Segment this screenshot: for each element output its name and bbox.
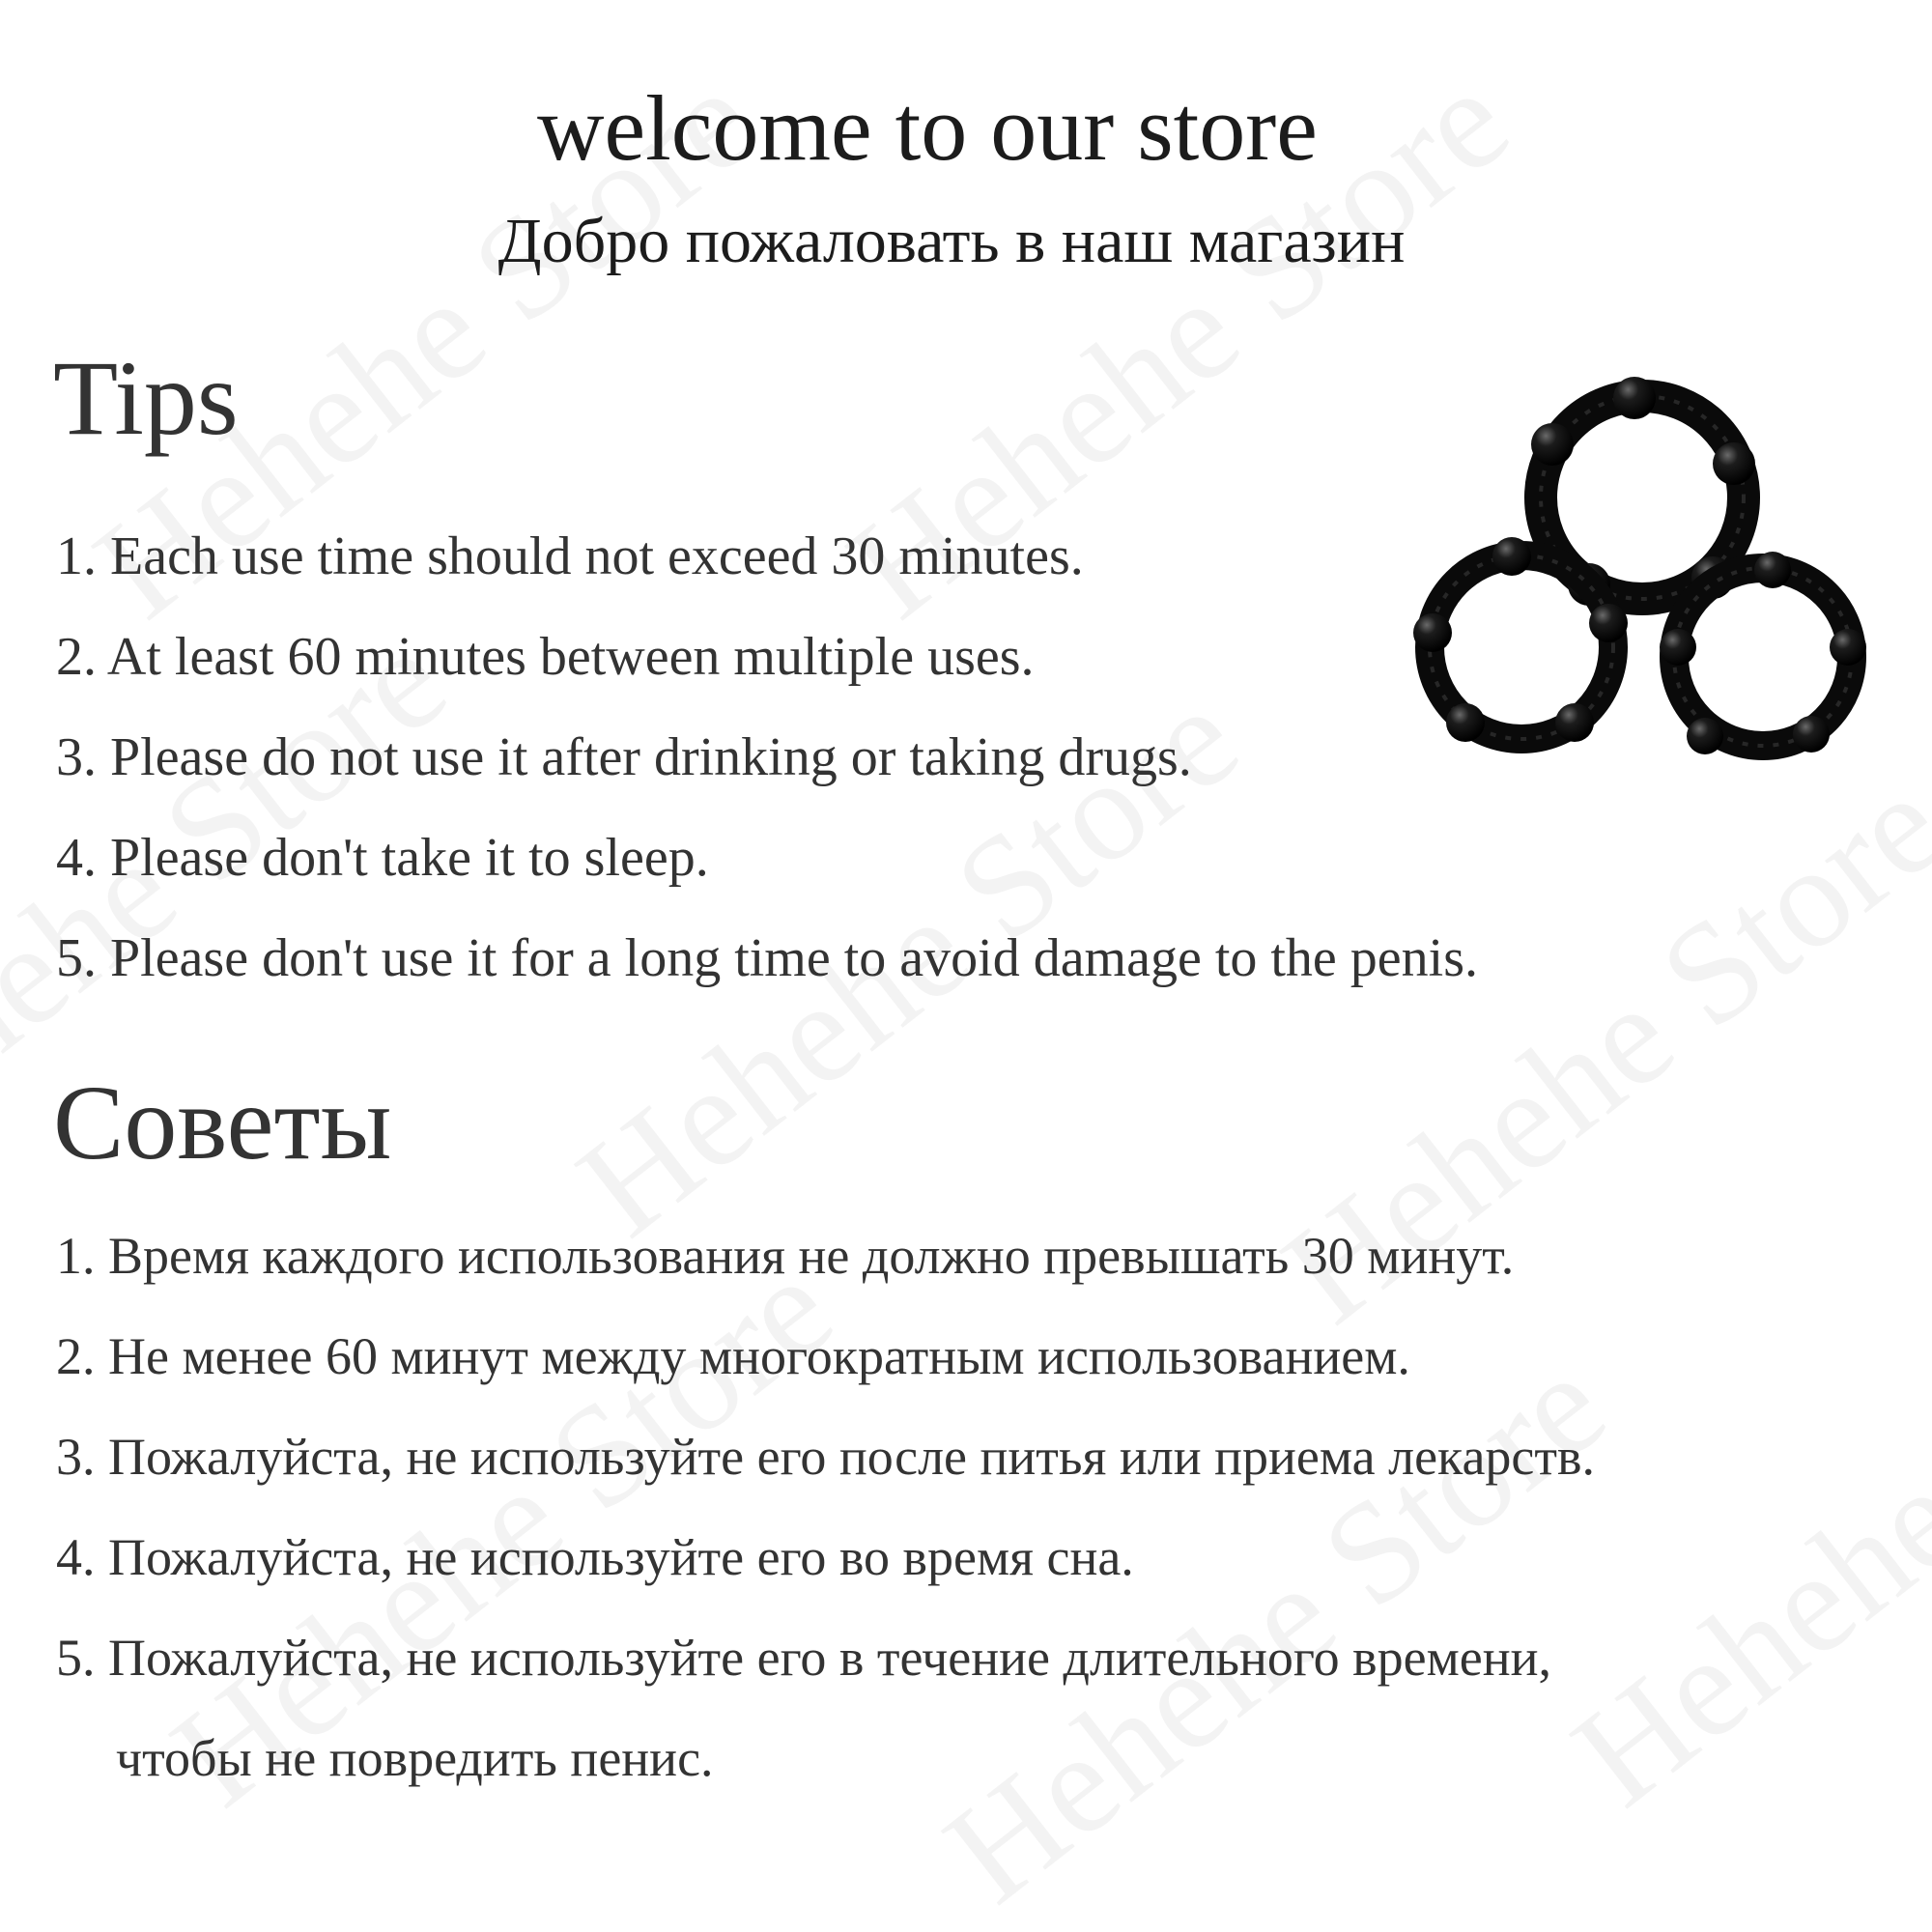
tips-list [56,506,1478,1009]
sovety-list [56,1206,1595,1808]
sovet-item: 5. Пожалуйста, не используйте его в течение длительного времени, [56,1629,1552,1687]
sovet-item: 4. Пожалуйста, не используйте его во время сна. [56,1528,1134,1586]
tip-item: 3. Please do not use it after drinking or taking drugs. [56,727,1192,787]
sovet-item: 1. Время каждого использования не должно превышать 30 минут. [56,1227,1515,1285]
page-subtitle: Добро пожаловать в наш магазин [497,206,1406,276]
tip-item: 2. At least 60 minutes between multiple uses. [56,627,1035,687]
sovet-item: 3. Пожалуйста, не используйте его после питья или приема лекарств. [56,1428,1595,1486]
tip-item: 1. Each use time should not exceed 30 minutes. [56,526,1084,586]
tip-item: 5. Please don't use it for a long time to avoid damage to the penis. [56,928,1478,988]
sovet-item-continuation: чтобы не повредить пенис. [116,1729,714,1787]
sovety-heading: Советы [53,1064,392,1181]
product-rings-image [1406,357,1869,782]
sovet-item: 2. Не менее 60 минут между многократным использованием. [56,1327,1410,1385]
tip-item: 4. Please don't take it to sleep. [56,828,709,888]
tips-heading: Tips [53,339,239,457]
page-title: welcome to our store [537,76,1318,180]
